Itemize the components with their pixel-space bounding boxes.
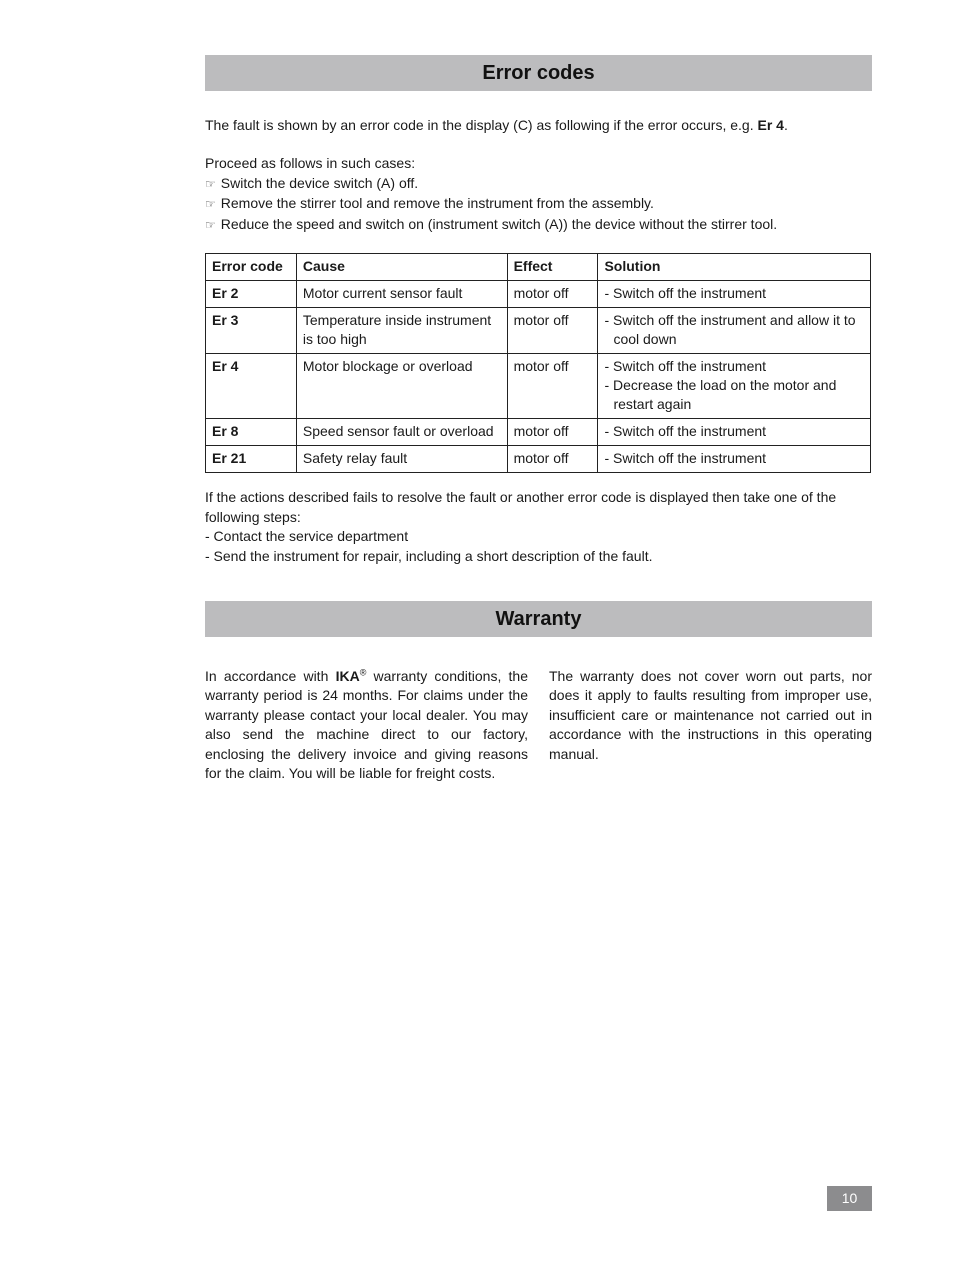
table-row <box>206 281 871 308</box>
warranty-right-column <box>549 667 872 764</box>
cause-cell: Safety relay fault <box>296 446 507 473</box>
step-item <box>205 174 872 195</box>
warranty-left-text <box>205 667 528 783</box>
solution-line: - Switch off the instrument <box>604 423 767 439</box>
effect-cell: motor off <box>507 281 598 308</box>
error-code-table <box>205 253 871 473</box>
table-header-row <box>206 254 871 281</box>
solution-line: - Switch off the instrument <box>604 358 767 374</box>
solution-line: - Decrease the load on the motor and restart again <box>604 377 837 412</box>
followup-step: - Send the instrument for repair, including a short description of the fault. <box>205 547 653 564</box>
pointing-hand-icon: ☞ <box>205 197 216 211</box>
solution-line: - Switch off the instrument <box>604 450 767 466</box>
warranty-left-pre: In accordance with <box>205 668 336 684</box>
followup-step: - Contact the service department <box>205 528 409 544</box>
cause-cell: Temperature inside instrument is too high <box>296 308 507 354</box>
effect-cell: motor off <box>507 419 598 446</box>
table-row <box>206 419 871 446</box>
table-row <box>206 308 871 354</box>
error-code-cell: Er 3 <box>206 308 297 354</box>
warranty-left-post: warranty conditions, the warranty period is 24 months. For claims under the warranty please contact your local dealer. You may also send the machine direct to our factory, enclosing the delivery invoice and giving reasons for the claim. You will be liable for freight costs. <box>205 668 529 782</box>
header-error-code: Error code <box>206 254 297 281</box>
table-row <box>206 354 871 419</box>
followup-text: If the actions described fails to resolve the fault or another error code is displayed then take one of the following steps: <box>205 489 837 525</box>
fault-followup <box>205 488 872 566</box>
solution-cell <box>598 281 871 308</box>
intro-end: . <box>783 117 788 133</box>
warranty-right-text: The warranty does not cover worn out parts, nor does it apply to faults resulting from improper use, insufficient care or maintenance not carried out in accordance with the instructions in this operating manual. <box>549 668 872 762</box>
header-solution: Solution <box>598 254 871 281</box>
error-code-cell: Er 2 <box>206 281 297 308</box>
step-item <box>205 215 872 236</box>
effect-cell: motor off <box>507 354 598 419</box>
step-item <box>205 194 872 215</box>
error-code-cell: Er 4 <box>206 354 297 419</box>
cause-cell: Motor current sensor fault <box>296 281 507 308</box>
solution-line: - Switch off the instrument and allow it to cool down <box>604 312 856 347</box>
solution-cell <box>598 308 871 354</box>
warranty-heading: Warranty <box>205 601 872 637</box>
pointing-hand-icon: ☞ <box>205 176 216 191</box>
warranty-left-column <box>205 667 528 783</box>
step-text: Reduce the speed and switch on (instrument switch (A)) the device without the stirrer tool. <box>220 215 778 232</box>
solution-line: - Switch off the instrument <box>604 285 767 301</box>
brand-name: IKA <box>335 668 360 684</box>
effect-cell: motor off <box>507 446 598 473</box>
intro-paragraph <box>205 116 872 136</box>
error-codes-intro <box>205 116 872 136</box>
solution-cell <box>598 354 871 419</box>
header-effect: Effect <box>507 254 598 281</box>
page-number: 10 <box>827 1186 872 1211</box>
step-text: Switch the device switch (A) off. <box>220 174 419 191</box>
header-cause: Cause <box>296 254 507 281</box>
registered-mark: ® <box>359 667 367 678</box>
table-row <box>206 446 871 473</box>
error-codes-heading: Error codes <box>205 55 872 91</box>
cause-cell: Motor blockage or overload <box>296 354 507 419</box>
intro-text: The fault is shown by an error code in the display (C) as following if the error occurs, e.g. <box>205 117 758 133</box>
pointing-hand-icon: ☞ <box>205 217 216 232</box>
solution-cell <box>598 446 871 473</box>
proceed-label: Proceed as follows in such cases: <box>205 155 416 171</box>
step-text: Remove the stirrer tool and remove the instrument from the assembly. <box>220 195 654 211</box>
cause-cell: Speed sensor fault or overload <box>296 419 507 446</box>
error-code-cell: Er 21 <box>206 446 297 473</box>
proceed-steps <box>205 154 872 235</box>
error-code-cell: Er 8 <box>206 419 297 446</box>
intro-example-code: Er 4 <box>757 117 784 133</box>
solution-cell <box>598 419 871 446</box>
effect-cell: motor off <box>507 308 598 354</box>
